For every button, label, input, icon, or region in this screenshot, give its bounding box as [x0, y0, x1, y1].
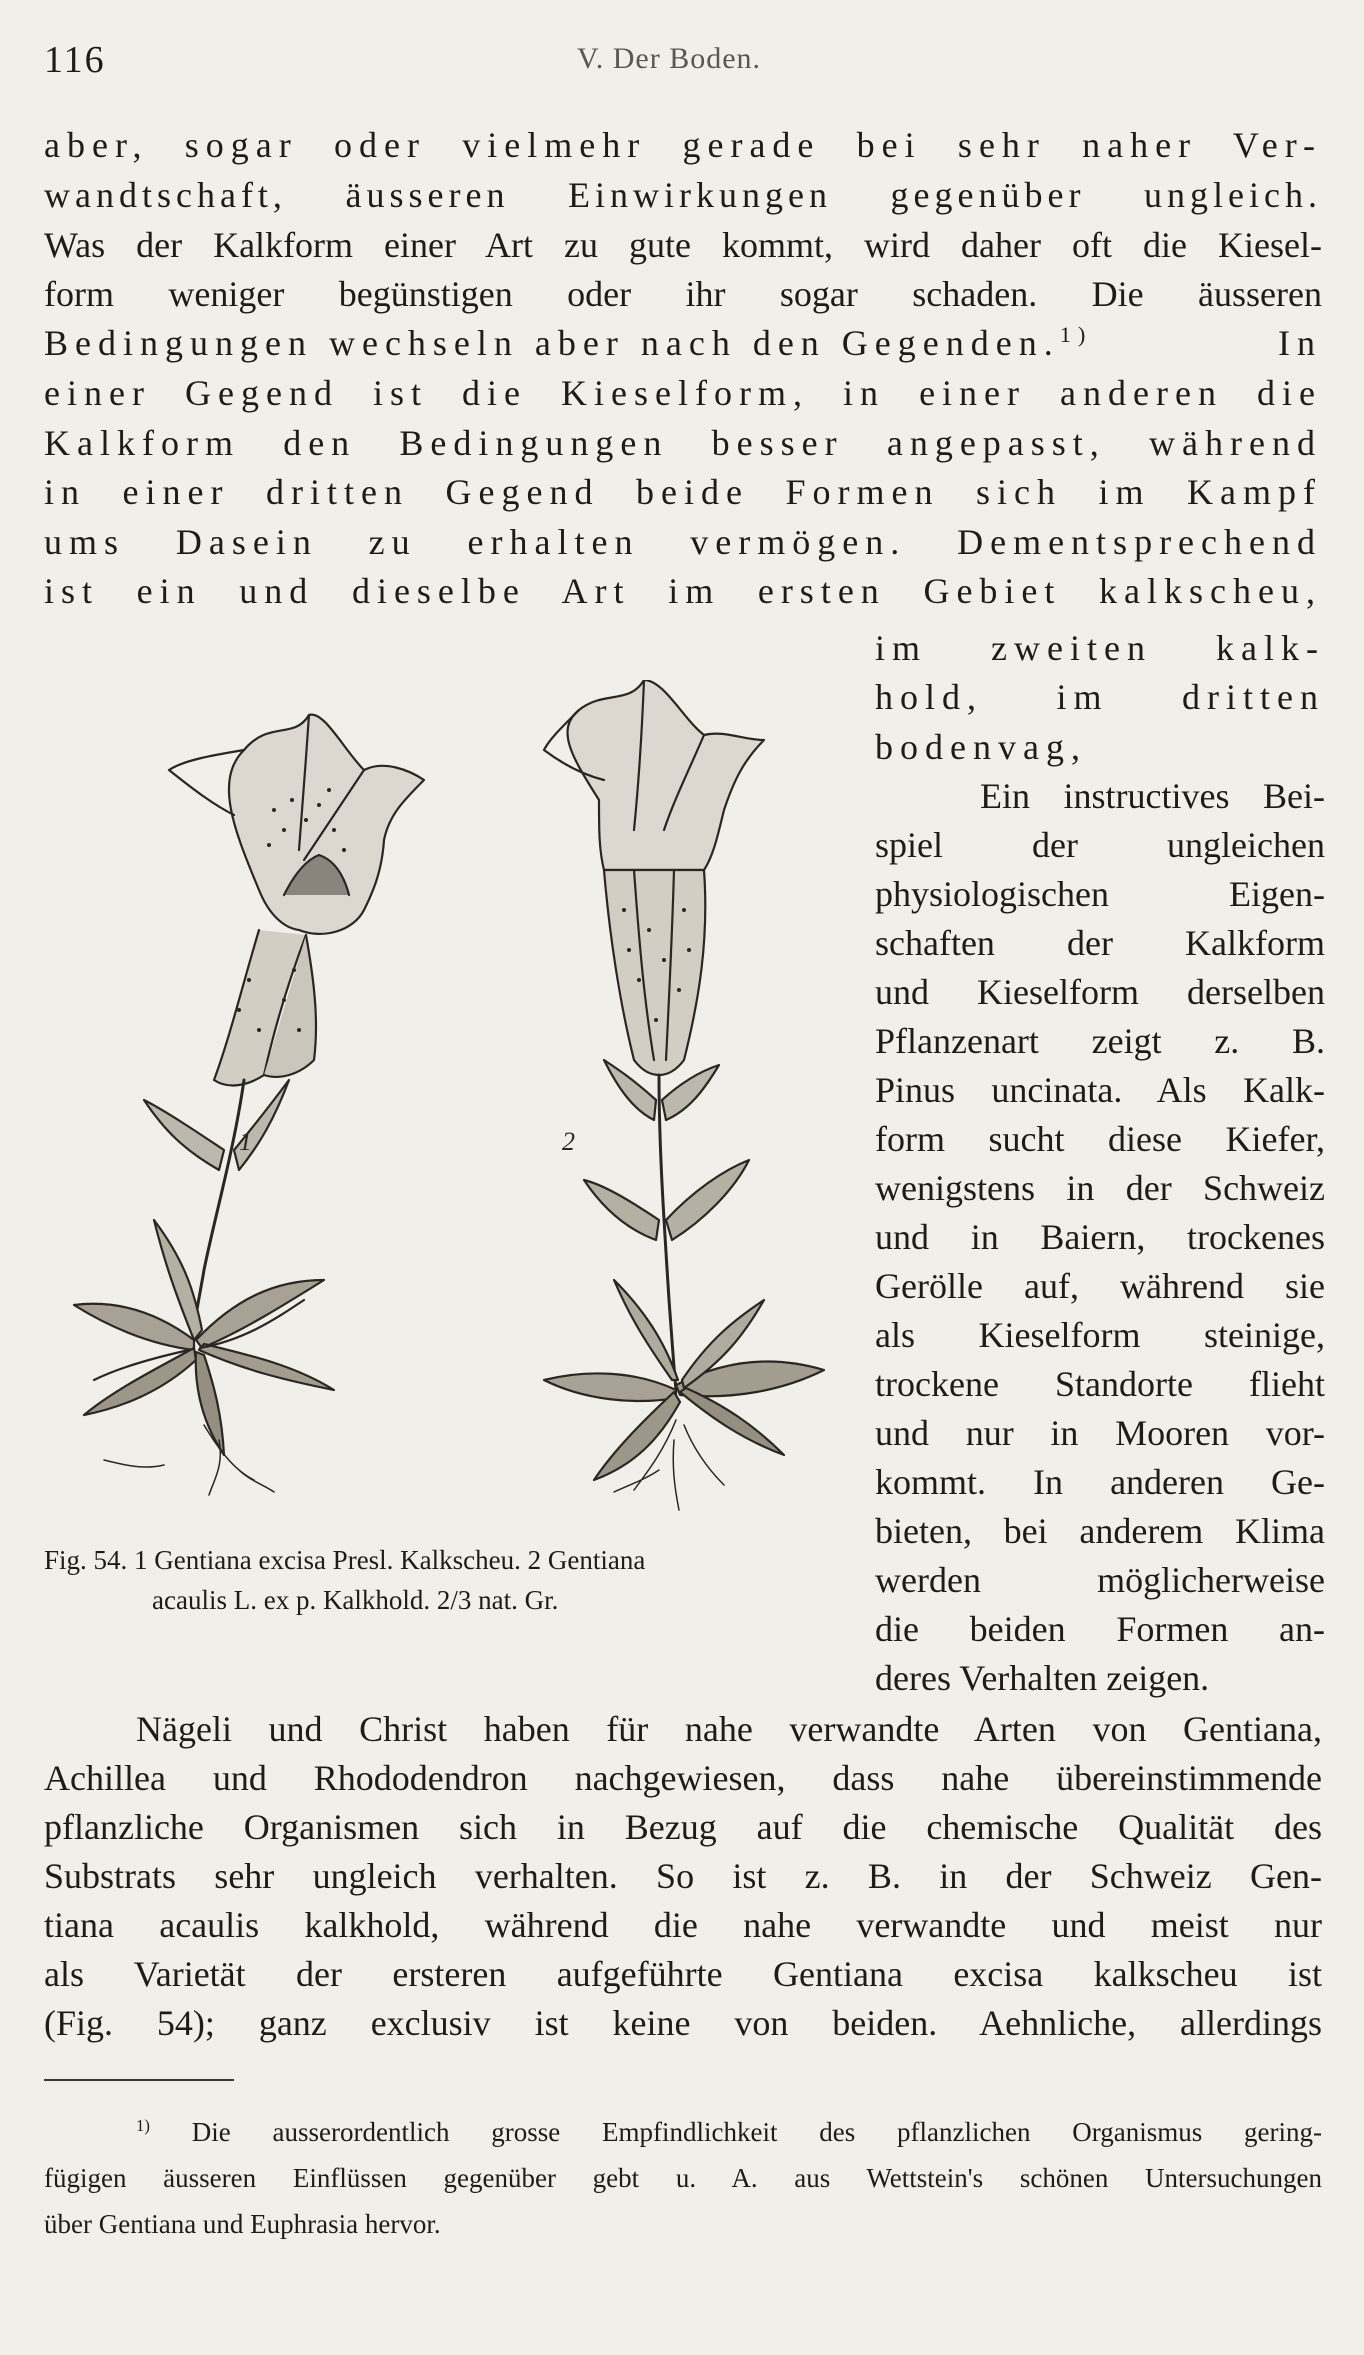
running-head: V. Der Boden. — [576, 42, 762, 75]
page-number: 116 — [44, 39, 106, 81]
caption-line: Fig. 54. 1 Gentiana excisa Presl. Kalkscheu. 2 Gentiana — [44, 1545, 646, 1575]
text-segment — [44, 320, 1092, 366]
text-line: form weniger begünstigen oder ihr sogar schaden. Die äusseren — [44, 274, 1322, 314]
footnote-ref: 1) — [1059, 322, 1093, 347]
text-line: wandtschaft, äusseren Einwirkungen gegenüber ungleich. — [44, 175, 1322, 215]
text-line: form sucht diese Kiefer, — [875, 1119, 1325, 1159]
text-line — [44, 320, 1322, 366]
text-line: Nägeli und Christ haben für nahe verwandte Arten von Gentiana, — [136, 1709, 1322, 1749]
text-line: schaften der Kalkform — [875, 923, 1325, 963]
text-line: im zweiten kalk- — [875, 628, 1325, 668]
text-line: kommt. In anderen Ge- — [875, 1462, 1325, 1502]
text-line: wenigstens in der Schweiz — [875, 1168, 1325, 1208]
footnote-marker: 1) — [136, 2116, 150, 2135]
text-line: bodenvag, — [875, 727, 1087, 767]
text-line: hold, im dritten — [875, 677, 1325, 717]
text-line: pflanzliche Organismen sich in Bezug auf die chemische Qualität des — [44, 1807, 1322, 1847]
text-line: Substrats sehr ungleich verhalten. So ist z. B. in der Schweiz Gen- — [44, 1856, 1322, 1896]
caption-line: acaulis L. ex p. Kalkhold. 2/3 nat. Gr. — [152, 1585, 559, 1615]
text-line: Ein instructives Bei- — [980, 776, 1325, 816]
text-line: als Kieselform steinige, — [875, 1315, 1325, 1355]
footnote-line — [44, 2114, 1322, 2150]
text-line: aber, sogar oder vielmehr gerade bei sehr naher Ver- — [44, 125, 1322, 165]
text-line: und in Baiern, trockenes — [875, 1217, 1325, 1257]
text-segment-tail: In — [1278, 323, 1322, 363]
figure-caption — [44, 1540, 834, 1620]
text-line: die beiden Formen an- — [875, 1609, 1325, 1649]
footnote-text: Die ausserordentlich grosse Empfindlichkeit des pflanzlichen Organismus gering- — [191, 2117, 1323, 2147]
figure-illustration — [44, 680, 854, 1610]
text-line: bieten, bei anderem Klima — [875, 1511, 1325, 1551]
footnote-line: über Gentiana und Euphrasia hervor. — [44, 2209, 441, 2239]
footnote-rule — [44, 2079, 234, 2081]
text-line: als Varietät der ersteren aufgeführte Gentiana excisa kalkscheu ist — [44, 1954, 1322, 1994]
text-line: werden möglicherweise — [875, 1560, 1325, 1600]
text-line: Achillea und Rhododendron nachgewiesen, dass nahe übereinstimmende — [44, 1758, 1322, 1798]
page-header — [44, 38, 1334, 88]
plant-1-drawing — [74, 715, 424, 1495]
text-line: tiana acaulis kalkhold, während die nahe verwandte und meist nur — [44, 1905, 1322, 1945]
text-segment-main: Bedingungen wechseln aber nach den Gegenden. — [44, 323, 1060, 363]
gentian-plants-illustration — [44, 680, 854, 1540]
text-line: (Fig. 54); ganz exclusiv ist keine von beiden. Aehnliche, allerdings — [44, 2003, 1322, 2043]
text-line: Was der Kalkform einer Art zu gute kommt, wird daher oft die Kiesel- — [44, 225, 1322, 265]
text-line: Pinus uncinata. Als Kalk- — [875, 1070, 1325, 1110]
text-line: Pflanzenart zeigt z. B. — [875, 1021, 1325, 1061]
text-line: ist ein und dieselbe Art im ersten Gebiet kalkscheu, — [44, 571, 1322, 611]
text-line: spiel der ungleichen — [875, 825, 1325, 865]
text-line: und nur in Mooren vor- — [875, 1413, 1325, 1453]
text-line: ums Dasein zu erhalten vermögen. Dementsprechend — [44, 522, 1322, 562]
footnote-line: fügigen äusseren Einflüssen gegenüber gebt u. A. aus Wettstein's schönen Untersuchungen — [44, 2163, 1322, 2193]
text-line: physiologischen Eigen- — [875, 874, 1325, 914]
figure-label-2: 2 — [562, 1127, 575, 1156]
figure-label-1: 1 — [239, 1127, 252, 1156]
text-line: Kalkform den Bedingungen besser angepasst, während — [44, 423, 1322, 463]
text-line: und Kieselform derselben — [875, 972, 1325, 1012]
text-line: in einer dritten Gegend beide Formen sich im Kampf — [44, 472, 1322, 512]
text-line: deres Verhalten zeigen. — [875, 1658, 1210, 1698]
text-line: Gerölle auf, während sie — [875, 1266, 1325, 1306]
text-line: einer Gegend ist die Kieselform, in einer anderen die — [44, 373, 1322, 413]
text-line: trockene Standorte flieht — [875, 1364, 1325, 1404]
plant-2-drawing — [544, 680, 824, 1510]
